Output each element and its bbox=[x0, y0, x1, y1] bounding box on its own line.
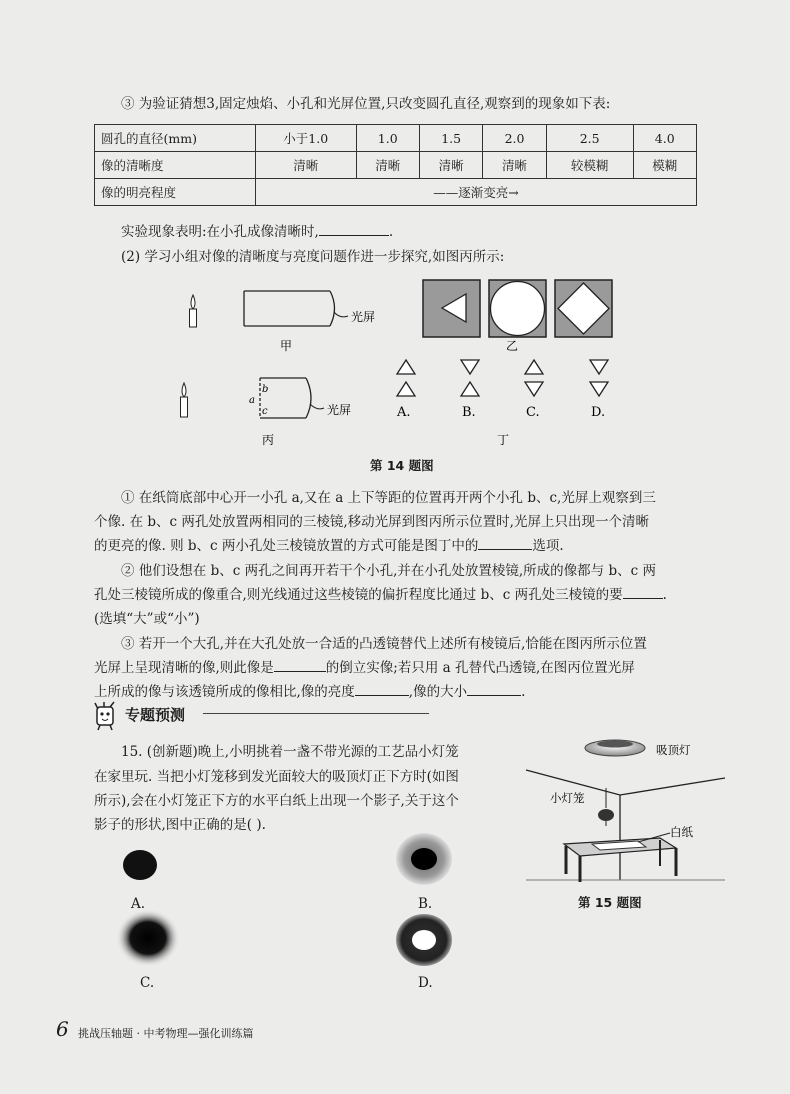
q1-line-1: ① 在纸筒底部中心开一小孔 a,又在 a 上下等距的位置再开两个小孔 b、c,光屏上观察到三 bbox=[121, 490, 656, 506]
q2-period: . bbox=[662, 587, 667, 603]
q2-line-3: (选填“大”或“小”) bbox=[94, 611, 200, 627]
table-cell: 2.5 bbox=[546, 125, 633, 152]
answer-blank bbox=[355, 679, 409, 696]
q1-line-3 bbox=[94, 532, 564, 560]
q15-line-2: 在家里玩. 当把小灯笼移到发光面较大的吸顶灯正下方时(如图 bbox=[94, 769, 459, 785]
shape-square-circle bbox=[489, 280, 546, 337]
ceiling-lamp bbox=[585, 740, 645, 756]
shape-square-triangle bbox=[423, 280, 480, 337]
paper-tube-bing bbox=[260, 378, 324, 418]
q15-option-b-label: B. bbox=[418, 896, 433, 912]
section-title: 专题预测 bbox=[125, 706, 186, 724]
q15-line-1: 15. (创新题)晚上,小明挑着一盏不带光源的工艺品小灯笼 bbox=[121, 744, 459, 760]
q1-text-end: 选项. bbox=[532, 538, 564, 554]
q15-line-3: 所示),会在小灯笼正下方的水平白纸上出现一个影子,关于这个 bbox=[94, 793, 459, 809]
table-cell: 清晰 bbox=[356, 152, 419, 179]
table-cell: 1.5 bbox=[419, 125, 482, 152]
conclusion-text: 实验现象表明:在小孔成像清晰时, bbox=[121, 224, 319, 240]
q15-options-figure bbox=[100, 830, 500, 990]
shadow-option-a bbox=[123, 850, 157, 880]
answer-blank bbox=[274, 655, 326, 672]
table-cell: 清晰 bbox=[256, 152, 357, 179]
option-a-label: A. bbox=[397, 405, 411, 420]
part2-intro: (2) 学习小组对像的清晰度与亮度问题作进一步探究,如图丙所示: bbox=[121, 249, 505, 265]
q3-text-3: 上所成的像与该透镜所成的像相比,像的亮度 bbox=[94, 684, 355, 700]
table-cell-brightness: ——逐渐变亮→ bbox=[256, 179, 697, 206]
option-a-prisms bbox=[397, 360, 415, 396]
option-b-label: B. bbox=[462, 405, 476, 420]
observation-table bbox=[94, 124, 697, 206]
table-row bbox=[95, 179, 697, 206]
q3-line-3 bbox=[94, 678, 525, 706]
q3-line-1: ③ 若开一个大孔,并在大孔处放一合适的凸透镜替代上述所有棱镜后,恰能在图丙所示位置 bbox=[121, 636, 647, 652]
lantern-icon bbox=[598, 809, 614, 826]
label-jia: 甲 bbox=[280, 339, 293, 353]
table-header-diameter: 圆孔的直径(mm) bbox=[95, 125, 256, 152]
label-hole-a: a bbox=[249, 395, 255, 406]
answer-blank bbox=[319, 219, 389, 236]
table-cell: 清晰 bbox=[419, 152, 482, 179]
q1-line-2: 个像. 在 b、c 两孔处放置两相同的三棱镜,移动光屏到图丙所示位置时,光屏上只出现一个清晰 bbox=[94, 514, 649, 530]
table-cell: 清晰 bbox=[483, 152, 546, 179]
section-divider bbox=[203, 713, 429, 714]
page-number: 6 bbox=[56, 1017, 69, 1041]
label-screen-jia: 光屏 bbox=[351, 310, 376, 324]
q15-option-a-label: A. bbox=[131, 896, 146, 912]
intro-text: ③ 为验证猜想3,固定烛焰、小孔和光屏位置,只改变圆孔直径,观察到的现象如下表: bbox=[121, 96, 611, 112]
candle-icon bbox=[181, 383, 188, 417]
mascot-icon bbox=[90, 700, 122, 732]
shadow-option-b bbox=[396, 833, 452, 885]
shadow-option-c bbox=[116, 909, 180, 967]
label-hole-b: b bbox=[262, 384, 269, 395]
q3-text-4: ,像的大小 bbox=[408, 684, 468, 700]
table-cell: 小于1.0 bbox=[256, 125, 357, 152]
table-cell: 4.0 bbox=[633, 125, 697, 152]
conclusion-line: 实验现象表明:在小孔成像清晰时, . bbox=[121, 218, 393, 246]
label-screen-bing: 光屏 bbox=[327, 403, 352, 417]
table-cell: 模糊 bbox=[633, 152, 697, 179]
q3-period: . bbox=[521, 684, 526, 700]
label-ding: 丁 bbox=[497, 433, 510, 447]
option-c-prisms bbox=[525, 360, 543, 396]
option-d-prisms bbox=[590, 360, 608, 396]
figure-15-caption: 第 15 题图 bbox=[578, 895, 642, 910]
q15-option-c-label: C. bbox=[140, 975, 155, 991]
table-row bbox=[95, 125, 697, 152]
q3-text: 光屏上呈现清晰的像,则此像是 bbox=[94, 660, 274, 676]
table-header-brightness: 像的明亮程度 bbox=[95, 179, 256, 206]
option-b-prisms bbox=[461, 360, 479, 396]
answer-blank bbox=[623, 582, 663, 599]
table-cell: 较模糊 bbox=[546, 152, 633, 179]
table-cell: 1.0 bbox=[356, 125, 419, 152]
q15-line-4: 影子的形状,图中正确的是( ). bbox=[94, 817, 266, 833]
answer-blank bbox=[478, 533, 532, 550]
answer-blank bbox=[467, 679, 521, 696]
book-title: 挑战压轴题 · 中考物理—强化训练篇 bbox=[78, 1027, 254, 1040]
shape-square-diamond bbox=[555, 280, 612, 337]
q2-text: 孔处三棱镜所成的像重合,则光线通过这些棱镜的偏折程度比通过 b、c 两孔处三棱镜的要 bbox=[94, 587, 623, 603]
label-ceiling-light: 吸顶灯 bbox=[656, 743, 691, 757]
figure-15 bbox=[520, 730, 730, 890]
table-cell: 2.0 bbox=[483, 125, 546, 152]
label-yi: 乙 bbox=[506, 339, 519, 353]
option-d-label: D. bbox=[591, 405, 606, 420]
q2-line-1: ② 他们设想在 b、c 两孔之间再开若干个小孔,并在小孔处放置棱镜,所成的像都与 b、c 两 bbox=[121, 563, 656, 579]
candle-icon bbox=[190, 295, 197, 327]
label-hole-c: c bbox=[262, 406, 268, 417]
figure-14-caption: 第 14 题图 bbox=[370, 458, 434, 473]
table-row bbox=[95, 152, 697, 179]
table-header-clarity: 像的清晰度 bbox=[95, 152, 256, 179]
q1-text: 的更亮的像. 则 b、c 两小孔处三棱镜放置的方式可能是图丁中的 bbox=[94, 538, 479, 554]
shadow-option-d bbox=[396, 914, 452, 966]
label-lantern: 小灯笼 bbox=[550, 791, 585, 805]
label-paper: 白纸 bbox=[670, 825, 693, 839]
option-c-label: C. bbox=[526, 405, 540, 420]
label-bing: 丙 bbox=[262, 433, 275, 447]
figure-14 bbox=[170, 278, 630, 456]
q15-option-d-label: D. bbox=[418, 975, 433, 991]
paper-tube-jia bbox=[244, 291, 348, 326]
q3-text-2: 的倒立实像;若只用 a 孔替代凸透镜,在图丙位置光屏 bbox=[325, 660, 635, 676]
